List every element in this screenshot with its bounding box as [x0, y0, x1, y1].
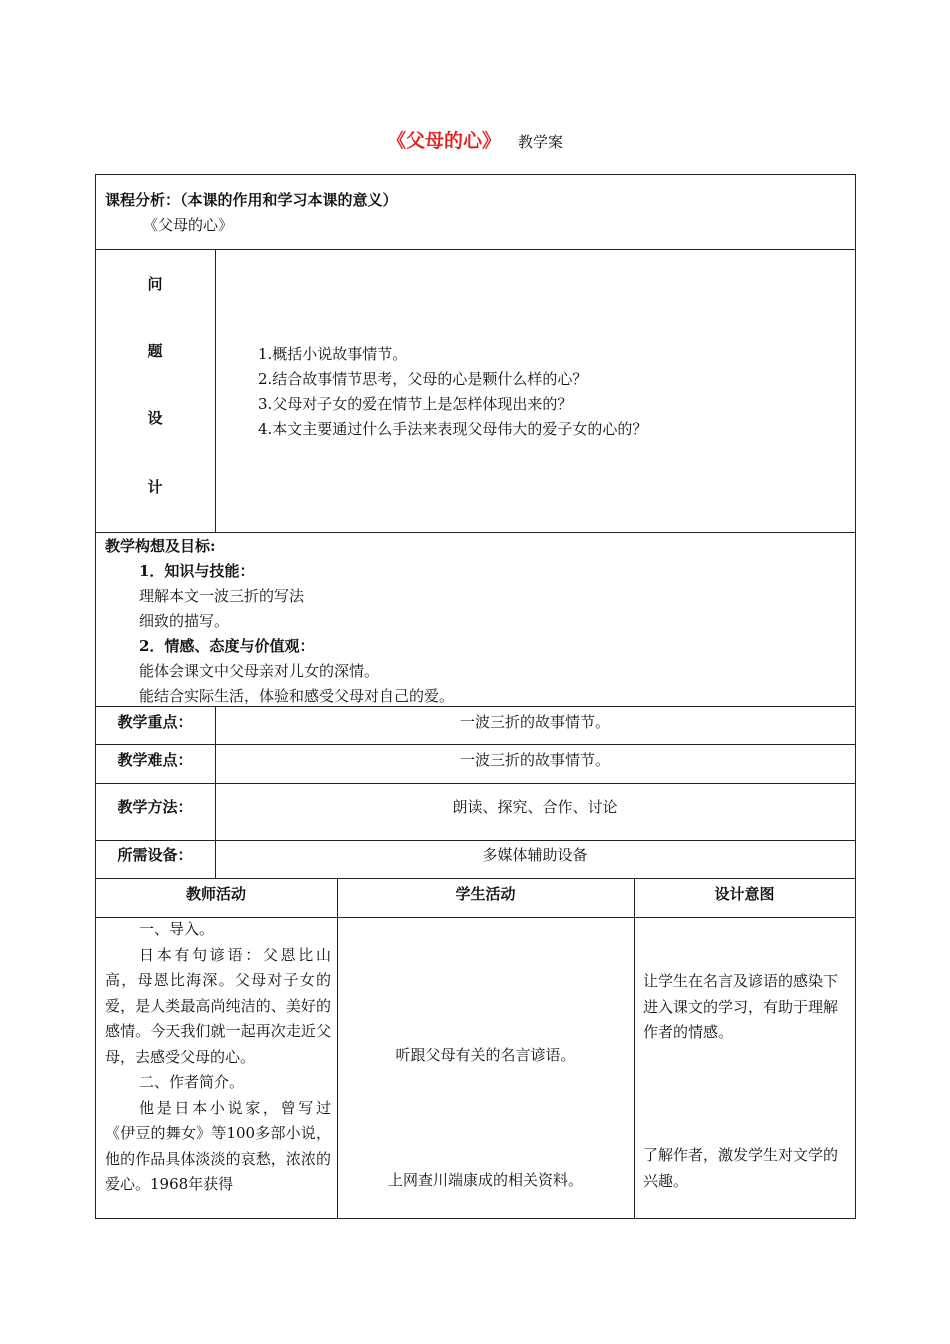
- title-suffix: 教学案: [518, 133, 564, 151]
- key-point-label: 教学重点：: [117, 713, 193, 731]
- goals-label: 教学构想及目标:: [105, 537, 216, 555]
- intro-text: 日本有句谚语：父恩比山高，母恩比海深。父母对子女的爱，是人类最高尚纯洁的、美好的感情。今天我们就一起再次走近父母，去感受父母的心。: [105, 945, 331, 1066]
- column-header-student: 学生活动: [455, 885, 516, 903]
- knowledge-label: 1．知识与技能：: [139, 562, 255, 580]
- student-activity-2: 上网查川端康成的相关资料。: [387, 1171, 583, 1189]
- knowledge-item: 理解本文一波三折的写法: [139, 587, 305, 605]
- knowledge-item: 细致的描写。: [139, 612, 230, 630]
- question-label-char: 题: [147, 342, 163, 360]
- difficulty-value: 一波三折的故事情节。: [459, 751, 610, 769]
- equipment-label: 所需设备：: [117, 846, 193, 864]
- teacher-activity-cell: [105, 917, 331, 1198]
- question-label-char: 计: [147, 478, 163, 496]
- method-label: 教学方法：: [117, 798, 193, 816]
- difficulty-label: 教学难点：: [117, 751, 193, 769]
- course-analysis-text: 《父母的心》: [143, 216, 234, 234]
- emotion-item: 能结合实际生活，体验和感受父母对自己的爱。: [139, 687, 455, 705]
- student-activity-1: 听跟父母有关的名言谚语。: [395, 1046, 576, 1064]
- method-value: 朗读、探究、合作、讨论: [452, 798, 618, 816]
- key-point-value: 一波三折的故事情节。: [459, 713, 610, 731]
- column-header-intent: 设计意图: [714, 885, 775, 903]
- question-item: 2.结合故事情节思考，父母的心是颗什么样的心？: [258, 370, 588, 388]
- equipment-value: 多媒体辅助设备: [482, 846, 588, 864]
- question-label-char: 设: [147, 409, 163, 427]
- intent-2: 了解作者，激发学生对文学的兴趣。: [643, 1146, 839, 1190]
- emotion-item: 能体会课文中父母亲对儿女的深情。: [139, 662, 380, 680]
- course-analysis-label: 课程分析：（本课的作用和学习本课的意义）: [105, 191, 398, 209]
- intent-1: 让学生在名言及谚语的感染下进入课文的学习，有助于理解作者的情感。: [643, 972, 839, 1041]
- intro-title: 一、导入。: [139, 920, 215, 938]
- column-header-teacher: 教师活动: [185, 885, 246, 903]
- question-item: 1.概括小说故事情节。: [258, 345, 408, 363]
- emotion-label: 2．情感、态度与价值观：: [139, 637, 315, 655]
- question-label-char: 问: [147, 275, 163, 293]
- question-item: 3.父母对子女的爱在情节上是怎样体现出来的？: [258, 395, 573, 413]
- author-title: 二、作者简介。: [139, 1073, 245, 1091]
- document-title: [0, 126, 950, 153]
- author-text: 他是日本小说家，曾写过《伊豆的舞女》等100多部小说，他的作品具体淡淡的哀愁，浓浓的爱心。1968年获得: [105, 1098, 331, 1193]
- title-main: 《父母的心》: [386, 130, 501, 152]
- question-item: 4.本文主要通过什么手法来表现父母伟大的爱子女的心的？: [258, 420, 648, 438]
